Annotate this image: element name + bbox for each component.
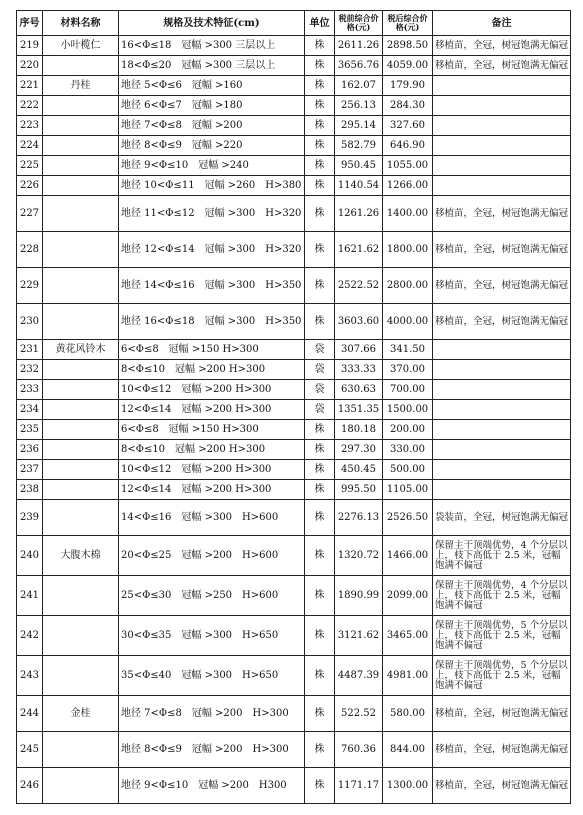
material-name xyxy=(43,616,119,656)
unit: 株 xyxy=(305,56,335,76)
post-tax-price: 1266.00 xyxy=(383,176,433,196)
specification: 地径 9<Φ≤10 冠幅 >240 xyxy=(119,156,305,176)
pre-tax-price: 522.52 xyxy=(335,696,383,732)
remarks: 保留主干顶端优势，5 个分层以上，枝下高低于 2.5 米，冠幅饱满不偏冠 xyxy=(433,616,571,656)
material-name: 黄花风铃木 xyxy=(43,340,119,360)
unit: 株 xyxy=(305,732,335,768)
pre-tax-price: 3656.76 xyxy=(335,56,383,76)
specification: 地径 7<Φ≤8 冠幅 >200 H>300 xyxy=(119,696,305,732)
post-tax-price: 1300.00 xyxy=(383,768,433,804)
specification: 地径 8<Φ≤9 冠幅 >220 xyxy=(119,136,305,156)
unit: 株 xyxy=(305,616,335,656)
material-name: 小叶榄仁 xyxy=(43,36,119,56)
table-row xyxy=(17,156,571,176)
row-index: 228 xyxy=(17,232,43,268)
unit: 株 xyxy=(305,480,335,500)
post-tax-price: 200.00 xyxy=(383,420,433,440)
table-row xyxy=(17,480,571,500)
table-row xyxy=(17,96,571,116)
table-row xyxy=(17,768,571,804)
post-tax-price: 284.30 xyxy=(383,96,433,116)
remarks: 保留主干顶端优势，5 个分层以上，枝下高低于 2.5 米，冠幅饱满不偏冠 xyxy=(433,656,571,696)
material-name xyxy=(43,480,119,500)
specification: 6<Φ≤8 冠幅 >150 H>300 xyxy=(119,420,305,440)
specification: 14<Φ≤16 冠幅 >300 H>600 xyxy=(119,500,305,536)
material-name xyxy=(43,56,119,76)
material-name xyxy=(43,156,119,176)
unit: 株 xyxy=(305,116,335,136)
remarks xyxy=(433,440,571,460)
row-index: 246 xyxy=(17,768,43,804)
unit: 株 xyxy=(305,176,335,196)
table-row xyxy=(17,732,571,768)
row-index: 220 xyxy=(17,56,43,76)
unit: 株 xyxy=(305,460,335,480)
table-header-row xyxy=(17,11,571,36)
table-row xyxy=(17,420,571,440)
remarks xyxy=(433,420,571,440)
specification: 12<Φ≤14 冠幅 >200 H>300 xyxy=(119,400,305,420)
specification: 地径 7<Φ≤8 冠幅 >200 xyxy=(119,116,305,136)
unit: 株 xyxy=(305,440,335,460)
post-tax-price: 330.00 xyxy=(383,440,433,460)
unit: 袋 xyxy=(305,380,335,400)
remarks: 移植苗，全冠，树冠饱满无偏冠 xyxy=(433,232,571,268)
pre-tax-price: 256.13 xyxy=(335,96,383,116)
row-index: 227 xyxy=(17,196,43,232)
table-body xyxy=(17,36,571,804)
material-name xyxy=(43,420,119,440)
post-tax-price: 327.60 xyxy=(383,116,433,136)
row-index: 239 xyxy=(17,500,43,536)
row-index: 241 xyxy=(17,576,43,616)
pre-tax-price: 2611.26 xyxy=(335,36,383,56)
header-index: 序号 xyxy=(17,11,43,36)
remarks xyxy=(433,360,571,380)
row-index: 233 xyxy=(17,380,43,400)
row-index: 226 xyxy=(17,176,43,196)
specification: 地径 5<Φ≤6 冠幅 >160 xyxy=(119,76,305,96)
table-row xyxy=(17,696,571,732)
header-unit: 单位 xyxy=(305,11,335,36)
material-name xyxy=(43,440,119,460)
row-index: 245 xyxy=(17,732,43,768)
material-name xyxy=(43,268,119,304)
material-name xyxy=(43,176,119,196)
header-remarks: 备注 xyxy=(433,11,571,36)
row-index: 238 xyxy=(17,480,43,500)
pre-tax-price: 582.79 xyxy=(335,136,383,156)
material-name xyxy=(43,732,119,768)
row-index: 240 xyxy=(17,536,43,576)
header-post-tax-price: 税后综合价格(元) xyxy=(383,11,433,36)
pre-tax-price: 1261.26 xyxy=(335,196,383,232)
specification: 25<Φ≤30 冠幅 >250 H>600 xyxy=(119,576,305,616)
remarks xyxy=(433,400,571,420)
pre-tax-price: 2522.52 xyxy=(335,268,383,304)
material-name xyxy=(43,656,119,696)
remarks xyxy=(433,460,571,480)
row-index: 231 xyxy=(17,340,43,360)
remarks xyxy=(433,156,571,176)
pre-tax-price: 4487.39 xyxy=(335,656,383,696)
remarks xyxy=(433,116,571,136)
material-name xyxy=(43,196,119,232)
unit: 株 xyxy=(305,768,335,804)
header-material-name: 材料名称 xyxy=(43,11,119,36)
post-tax-price: 2800.00 xyxy=(383,268,433,304)
specification: 地径 12<Φ≤14 冠幅 >300 H>320 xyxy=(119,232,305,268)
material-name xyxy=(43,116,119,136)
unit: 株 xyxy=(305,656,335,696)
specification: 地径 8<Φ≤9 冠幅 >200 H>300 xyxy=(119,732,305,768)
specification: 10<Φ≤12 冠幅 >200 H>300 xyxy=(119,380,305,400)
remarks: 移植苗，全冠，树冠饱满无偏冠 xyxy=(433,268,571,304)
post-tax-price: 370.00 xyxy=(383,360,433,380)
row-index: 221 xyxy=(17,76,43,96)
row-index: 237 xyxy=(17,460,43,480)
post-tax-price: 500.00 xyxy=(383,460,433,480)
header-specification: 规格及技术特征(cm) xyxy=(119,11,305,36)
remarks: 移植苗，全冠，树冠饱满无偏冠 xyxy=(433,732,571,768)
unit: 袋 xyxy=(305,340,335,360)
unit: 株 xyxy=(305,96,335,116)
row-index: 219 xyxy=(17,36,43,56)
row-index: 230 xyxy=(17,304,43,340)
specification: 16<Φ≤18 冠幅 >300 三层以上 xyxy=(119,36,305,56)
pre-tax-price: 1320.72 xyxy=(335,536,383,576)
remarks: 保留主干顶端优势，4 个分层以上，枝下高低于 2.5 米，冠幅饱满不偏冠 xyxy=(433,536,571,576)
remarks: 袋装苗，全冠，树冠饱满无偏冠 xyxy=(433,500,571,536)
table-row xyxy=(17,36,571,56)
remarks: 保留主干顶端优势，4 个分层以上，枝下高低于 2.5 米，冠幅饱满不偏冠 xyxy=(433,576,571,616)
material-name xyxy=(43,460,119,480)
post-tax-price: 2898.50 xyxy=(383,36,433,56)
material-name: 大腹木棉 xyxy=(43,536,119,576)
table-row xyxy=(17,536,571,576)
table-row xyxy=(17,360,571,380)
table-row xyxy=(17,656,571,696)
row-index: 225 xyxy=(17,156,43,176)
material-name xyxy=(43,576,119,616)
material-name xyxy=(43,304,119,340)
remarks: 移植苗，全冠，树冠饱满无偏冠 xyxy=(433,768,571,804)
unit: 株 xyxy=(305,500,335,536)
unit: 株 xyxy=(305,36,335,56)
table-row xyxy=(17,304,571,340)
unit: 株 xyxy=(305,696,335,732)
pre-tax-price: 3603.60 xyxy=(335,304,383,340)
row-index: 235 xyxy=(17,420,43,440)
unit: 株 xyxy=(305,136,335,156)
post-tax-price: 179.90 xyxy=(383,76,433,96)
row-index: 229 xyxy=(17,268,43,304)
table-row xyxy=(17,232,571,268)
pre-tax-price: 450.45 xyxy=(335,460,383,480)
unit: 袋 xyxy=(305,400,335,420)
specification: 8<Φ≤10 冠幅 >200 H>300 xyxy=(119,440,305,460)
table-row xyxy=(17,380,571,400)
post-tax-price: 3465.00 xyxy=(383,616,433,656)
pre-tax-price: 1171.17 xyxy=(335,768,383,804)
table-row xyxy=(17,440,571,460)
material-name xyxy=(43,136,119,156)
post-tax-price: 4059.00 xyxy=(383,56,433,76)
unit: 株 xyxy=(305,156,335,176)
specification: 8<Φ≤10 冠幅 >200 H>300 xyxy=(119,360,305,380)
unit: 株 xyxy=(305,536,335,576)
remarks xyxy=(433,76,571,96)
remarks: 移植苗，全冠，树冠饱满无偏冠 xyxy=(433,56,571,76)
pre-tax-price: 1351.35 xyxy=(335,400,383,420)
specification: 18<Φ≤20 冠幅 >300 三层以上 xyxy=(119,56,305,76)
table-row xyxy=(17,176,571,196)
header-pre-tax-price: 税前综合价格(元) xyxy=(335,11,383,36)
specification: 6<Φ≤8 冠幅 >150 H>300 xyxy=(119,340,305,360)
post-tax-price: 2099.00 xyxy=(383,576,433,616)
pre-tax-price: 2276.13 xyxy=(335,500,383,536)
post-tax-price: 1055.00 xyxy=(383,156,433,176)
table-row xyxy=(17,616,571,656)
remarks xyxy=(433,380,571,400)
post-tax-price: 1105.00 xyxy=(383,480,433,500)
material-name xyxy=(43,360,119,380)
material-name xyxy=(43,400,119,420)
specification: 12<Φ≤14 冠幅 >200 H>300 xyxy=(119,480,305,500)
unit: 株 xyxy=(305,196,335,232)
table-row xyxy=(17,196,571,232)
post-tax-price: 4000.00 xyxy=(383,304,433,340)
table-row xyxy=(17,116,571,136)
remarks xyxy=(433,136,571,156)
table-row xyxy=(17,76,571,96)
remarks xyxy=(433,96,571,116)
table-row xyxy=(17,56,571,76)
post-tax-price: 1466.00 xyxy=(383,536,433,576)
row-index: 223 xyxy=(17,116,43,136)
post-tax-price: 4981.00 xyxy=(383,656,433,696)
specification: 10<Φ≤12 冠幅 >200 H>300 xyxy=(119,460,305,480)
row-index: 236 xyxy=(17,440,43,460)
remarks: 移植苗，全冠，树冠饱满无偏冠 xyxy=(433,304,571,340)
pre-tax-price: 950.45 xyxy=(335,156,383,176)
material-name xyxy=(43,500,119,536)
pre-tax-price: 297.30 xyxy=(335,440,383,460)
post-tax-price: 1800.00 xyxy=(383,232,433,268)
table-row xyxy=(17,500,571,536)
post-tax-price: 1400.00 xyxy=(383,196,433,232)
pre-tax-price: 630.63 xyxy=(335,380,383,400)
material-name: 丹桂 xyxy=(43,76,119,96)
pre-tax-price: 1890.99 xyxy=(335,576,383,616)
pre-tax-price: 333.33 xyxy=(335,360,383,380)
pre-tax-price: 180.18 xyxy=(335,420,383,440)
material-name xyxy=(43,380,119,400)
material-name: 金桂 xyxy=(43,696,119,732)
remarks: 移植苗，全冠，树冠饱满无偏冠 xyxy=(433,696,571,732)
specification: 地径 10<Φ≤11 冠幅 >260 H>380 xyxy=(119,176,305,196)
post-tax-price: 700.00 xyxy=(383,380,433,400)
specification: 地径 9<Φ≤10 冠幅 >200 H300 xyxy=(119,768,305,804)
specification: 地径 6<Φ≤7 冠幅 >180 xyxy=(119,96,305,116)
row-index: 242 xyxy=(17,616,43,656)
pre-tax-price: 1140.54 xyxy=(335,176,383,196)
table-row xyxy=(17,460,571,480)
material-name xyxy=(43,768,119,804)
specification: 地径 16<Φ≤18 冠幅 >300 H>350 xyxy=(119,304,305,340)
unit: 株 xyxy=(305,576,335,616)
unit: 株 xyxy=(305,420,335,440)
remarks: 移植苗，全冠，树冠饱满无偏冠 xyxy=(433,36,571,56)
unit: 株 xyxy=(305,304,335,340)
unit: 袋 xyxy=(305,360,335,380)
unit: 株 xyxy=(305,76,335,96)
pre-tax-price: 3121.62 xyxy=(335,616,383,656)
pre-tax-price: 307.66 xyxy=(335,340,383,360)
row-index: 232 xyxy=(17,360,43,380)
row-index: 244 xyxy=(17,696,43,732)
post-tax-price: 341.50 xyxy=(383,340,433,360)
remarks: 移植苗，全冠，树冠饱满无偏冠 xyxy=(433,196,571,232)
material-name xyxy=(43,96,119,116)
table-row xyxy=(17,136,571,156)
specification: 地径 11<Φ≤12 冠幅 >300 H>320 xyxy=(119,196,305,232)
material-name xyxy=(43,232,119,268)
row-index: 243 xyxy=(17,656,43,696)
row-index: 222 xyxy=(17,96,43,116)
remarks xyxy=(433,480,571,500)
specification: 30<Φ≤35 冠幅 >300 H>650 xyxy=(119,616,305,656)
post-tax-price: 646.90 xyxy=(383,136,433,156)
specification: 地径 14<Φ≤16 冠幅 >300 H>350 xyxy=(119,268,305,304)
unit: 株 xyxy=(305,268,335,304)
pre-tax-price: 162.07 xyxy=(335,76,383,96)
row-index: 234 xyxy=(17,400,43,420)
table-row xyxy=(17,340,571,360)
table-row xyxy=(17,268,571,304)
remarks xyxy=(433,340,571,360)
post-tax-price: 580.00 xyxy=(383,696,433,732)
price-table xyxy=(16,10,571,804)
post-tax-price: 1500.00 xyxy=(383,400,433,420)
pre-tax-price: 295.14 xyxy=(335,116,383,136)
specification: 35<Φ≤40 冠幅 >300 H>650 xyxy=(119,656,305,696)
pre-tax-price: 1621.62 xyxy=(335,232,383,268)
row-index: 224 xyxy=(17,136,43,156)
specification: 20<Φ≤25 冠幅 >200 H>600 xyxy=(119,536,305,576)
table-row xyxy=(17,576,571,616)
unit: 株 xyxy=(305,232,335,268)
post-tax-price: 844.00 xyxy=(383,732,433,768)
remarks xyxy=(433,176,571,196)
post-tax-price: 2526.50 xyxy=(383,500,433,536)
pre-tax-price: 760.36 xyxy=(335,732,383,768)
pre-tax-price: 995.50 xyxy=(335,480,383,500)
table-row xyxy=(17,400,571,420)
